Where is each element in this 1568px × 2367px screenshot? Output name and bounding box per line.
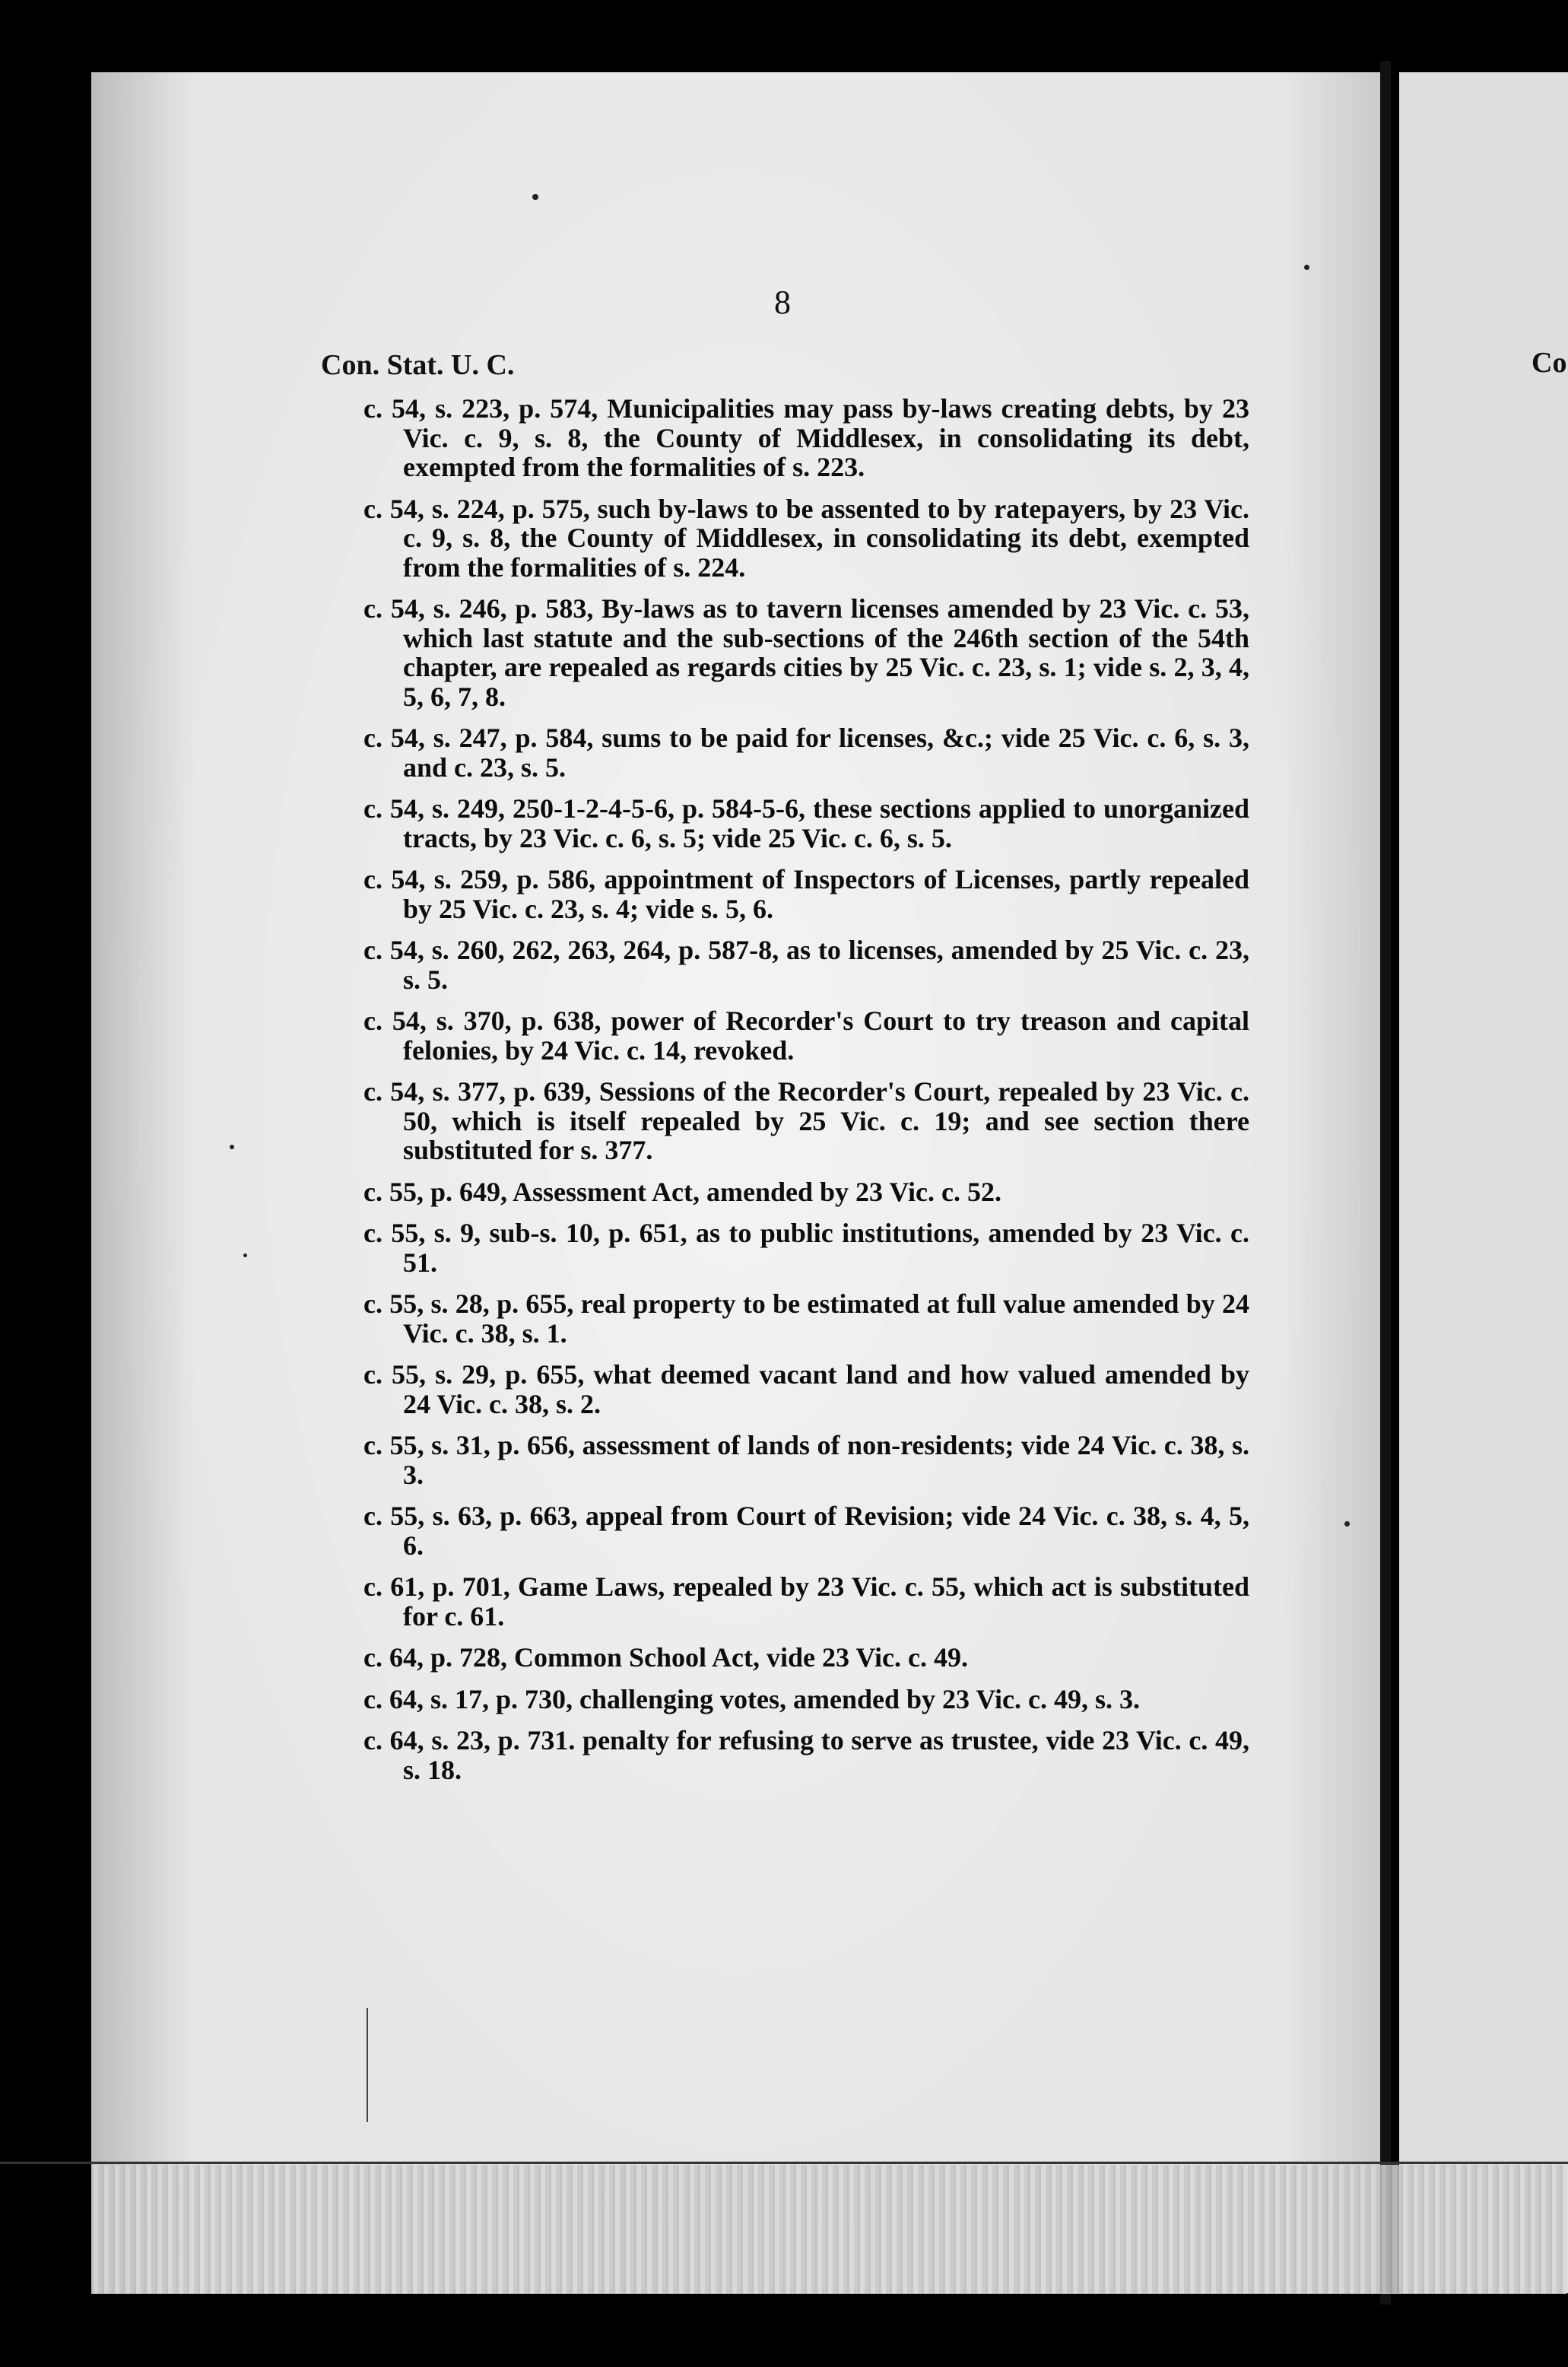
binding-gutter [1380,61,1391,2305]
statute-entry-list [363,394,1249,1797]
statute-entry: c. 55, s. 63, p. 663, appeal from Court of Revision; vide 24 Vic. c. 38, s. 4, 5, 6. [363,1501,1249,1561]
page-number: 8 [774,284,791,321]
margin-pencil-line [367,2008,368,2122]
statute-entry: c. 64, s. 23, p. 731. penalty for refusing to serve as trustee, vide 23 Vic. c. 49, s. 18. [363,1725,1249,1785]
scan-speck [1304,265,1309,270]
statute-entry: c. 55, s. 9, sub-s. 10, p. 651, as to public institutions, amended by 23 Vic. c. 51. [363,1218,1249,1278]
facing-page-head: Co [1531,347,1567,379]
statute-entry: c. 55, s. 31, p. 656, assessment of lands of non-residents; vide 24 Vic. c. 38, s. 3. [363,1430,1249,1490]
bottom-scan-strip [91,2165,1566,2294]
running-head: Con. Stat. U. C. [321,349,515,381]
statute-entry: c. 64, p. 728, Common School Act, vide 23 Vic. c. 49. [363,1642,968,1673]
scan-speck [1344,1521,1350,1527]
scan-speck [243,1253,247,1257]
statute-entry: c. 55, p. 649, Assessment Act, amended by 23 Vic. c. 52. [363,1176,1001,1207]
statute-entry: c. 64, s. 17, p. 730, challenging votes, amended by 23 Vic. c. 49, s. 3. [363,1683,1141,1714]
scan-speck [230,1145,234,1149]
statute-entry: c. 54, s. 224, p. 575, such by-laws to be assented to by ratepayers, by 23 Vic. c. 9, s. 8, the County of Middlesex, in consolidating its debt, exempted from the formalities of s. 224. [363,493,1249,583]
statute-entry: c. 55, s. 28, p. 655, real property to be estimated at full value amended by 24 Vic. c. 38, s. 1. [363,1288,1249,1349]
bottom-rule [0,2162,1568,2164]
scan-speck [532,194,538,200]
statute-entry: c. 54, s. 370, p. 638, power of Recorder's Court to try treason and capital felonies, by 24 Vic. c. 14, revoked. [363,1006,1249,1066]
statute-entry: c. 55, s. 29, p. 655, what deemed vacant land and how valued amended by 24 Vic. c. 38, s. 2. [363,1359,1249,1419]
statute-entry: c. 54, s. 247, p. 584, sums to be paid for licenses, &c.; vide 25 Vic. c. 6, s. 3, and c. 23, s. 5. [363,723,1249,783]
statute-entry: c. 54, s. 377, p. 639, Sessions of the Recorder's Court, repealed by 23 Vic. c. 50, which is itself repealed by 25 Vic. c. 19; and see section there substituted for s. 377. [363,1076,1249,1165]
statute-entry: c. 54, s. 223, p. 574, Municipalities may pass by-laws creating debts, by 23 Vic. c. 9, s. 8, the County of Middlesex, in consolidating its debt, exempted from the formalities of s. 223. [363,393,1249,482]
statute-entry: c. 61, p. 701, Game Laws, repealed by 23 Vic. c. 55, which act is substituted for c. 61. [363,1571,1249,1631]
statute-entry: c. 54, s. 259, p. 586, appointment of Inspectors of Licenses, partly repealed by 25 Vic. c. 23, s. 4; vide s. 5, 6. [363,864,1249,924]
statute-entry: c. 54, s. 260, 262, 263, 264, p. 587-8, as to licenses, amended by 25 Vic. c. 23, s. 5. [363,935,1249,995]
statute-entry: c. 54, s. 246, p. 583, By-laws as to tavern licenses amended by 23 Vic. c. 53, which last statute and the sub-sections of the 246th section of the 54th chapter, are repealed as regards cities by 25 Vic. c. 23, s. 1; vide s. 2, 3, 4, 5, 6, 7, 8. [363,593,1249,712]
statute-entry: c. 54, s. 249, 250-1-2-4-5-6, p. 584-5-6, these sections applied to unorganized tracts, by 23 Vic. c. 6, s. 5; vide 25 Vic. c. 6, s. 5. [363,793,1249,853]
facing-page-edge [1399,72,1568,2293]
